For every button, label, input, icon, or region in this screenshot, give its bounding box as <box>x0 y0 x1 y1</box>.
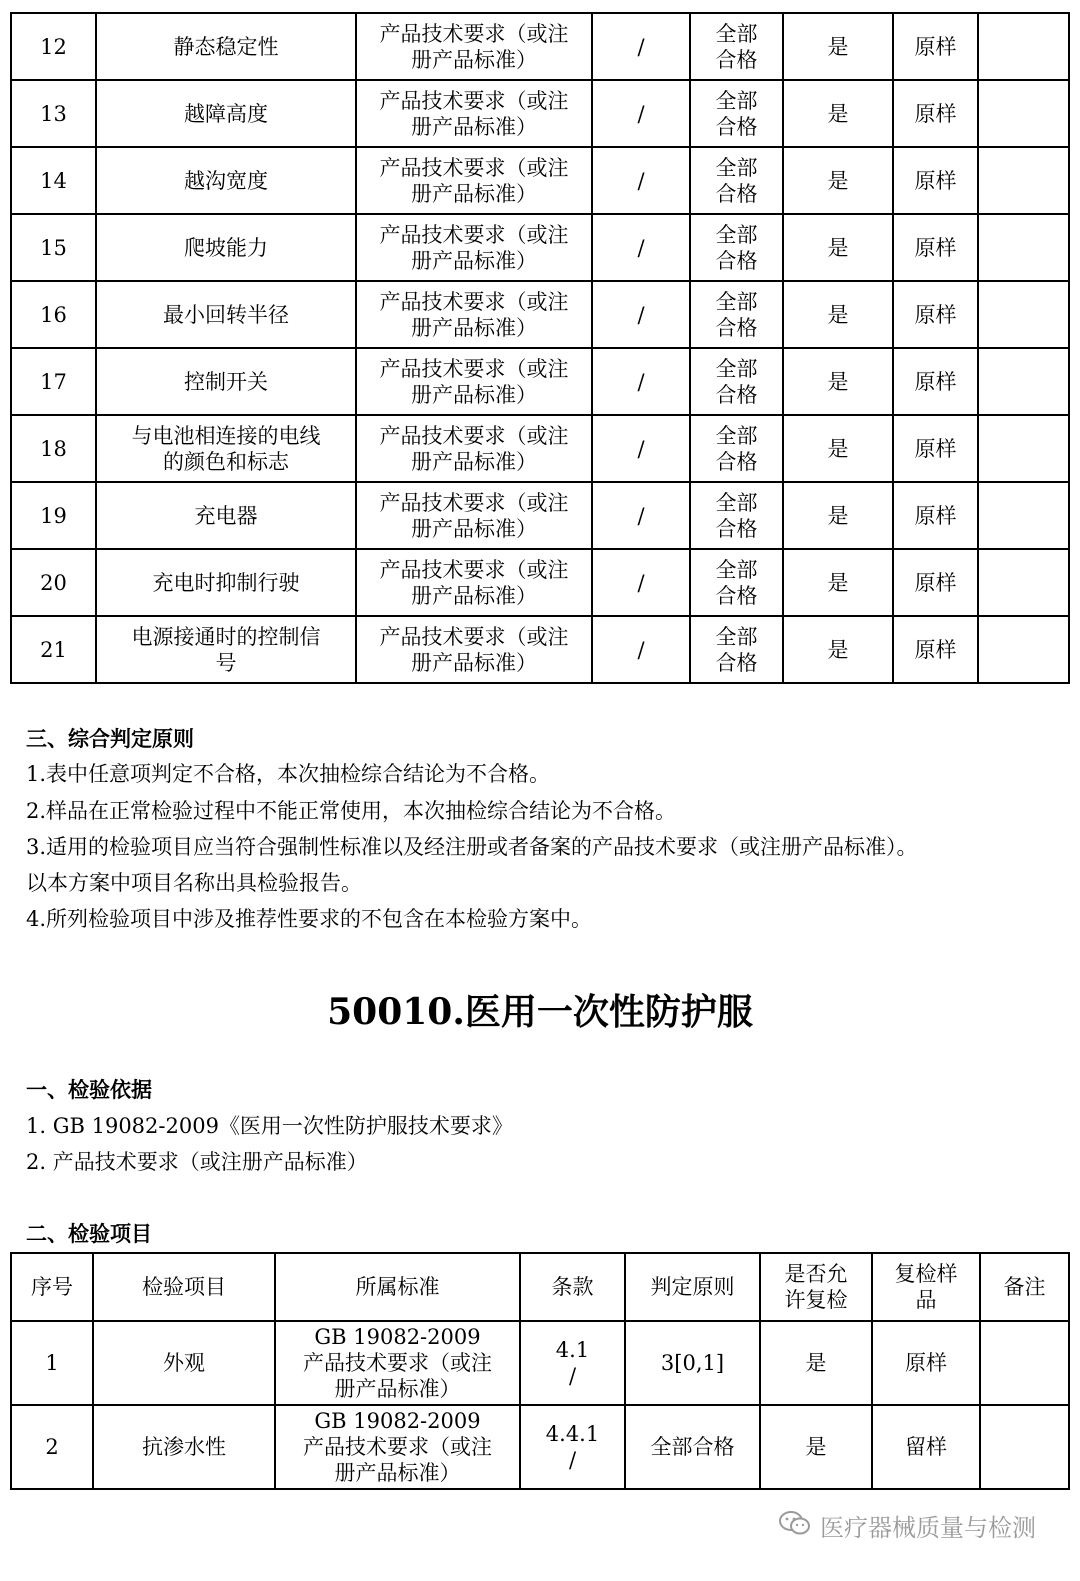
watermark-text: 医疗器械质量与检测 <box>820 1514 1036 1542</box>
remark <box>978 281 1069 348</box>
row-number: 15 <box>11 214 96 281</box>
recheck-sample: 原样 <box>893 281 978 348</box>
remark <box>978 549 1069 616</box>
header-rule: 判定原则 <box>625 1253 760 1321</box>
judgement-rule: 全部 合格 <box>690 415 783 482</box>
table-row <box>11 616 1069 683</box>
clause: / <box>592 13 690 80</box>
judgement-rule: 3[0,1] <box>625 1321 760 1405</box>
header-item: 检验项目 <box>93 1253 275 1321</box>
item-name: 越沟宽度 <box>96 147 356 214</box>
recheck-allowed: 是 <box>783 616 893 683</box>
clause: / <box>592 415 690 482</box>
row-number: 13 <box>11 80 96 147</box>
inspection-table-continued <box>10 12 1070 684</box>
recheck-allowed: 是 <box>783 348 893 415</box>
item-name: 最小回转半径 <box>96 281 356 348</box>
standard: 产品技术要求（或注 册产品标准） <box>356 80 592 147</box>
clause: / <box>592 214 690 281</box>
standard: 产品技术要求（或注 册产品标准） <box>356 616 592 683</box>
recheck-sample: 原样 <box>893 13 978 80</box>
judgement-rule: 全部 合格 <box>690 13 783 80</box>
recheck-sample: 原样 <box>893 616 978 683</box>
item-name: 越障高度 <box>96 80 356 147</box>
remark <box>978 147 1069 214</box>
table-row <box>11 80 1069 147</box>
recheck-sample: 原样 <box>893 549 978 616</box>
principle-line-2: 2.样品在正常检验过程中不能正常使用，本次抽检综合结论为不合格。 <box>26 799 677 823</box>
clause: 4.1 / <box>520 1321 625 1405</box>
clause: / <box>592 616 690 683</box>
clause: / <box>592 482 690 549</box>
row-number: 14 <box>11 147 96 214</box>
recheck-sample: 原样 <box>893 147 978 214</box>
standard: GB 19082-2009 产品技术要求（或注 册产品标准） <box>275 1321 520 1405</box>
header-clause: 条款 <box>520 1253 625 1321</box>
row-number: 12 <box>11 13 96 80</box>
wechat-icon <box>778 1510 812 1542</box>
row-number: 19 <box>11 482 96 549</box>
table-row <box>11 281 1069 348</box>
recheck-allowed: 是 <box>783 214 893 281</box>
item-name: 充电器 <box>96 482 356 549</box>
basis-line-1: 1. GB 19082-2009《医用一次性防护服技术要求》 <box>26 1114 513 1138</box>
principle-line-1: 1.表中任意项判定不合格，本次抽检综合结论为不合格。 <box>26 762 551 786</box>
remark <box>980 1405 1069 1489</box>
row-number: 2 <box>11 1405 93 1489</box>
table-row <box>11 147 1069 214</box>
recheck-allowed: 是 <box>760 1405 872 1489</box>
standard: 产品技术要求（或注 册产品标准） <box>356 147 592 214</box>
item-name: 与电池相连接的电线 的颜色和标志 <box>96 415 356 482</box>
table-row <box>11 13 1069 80</box>
recheck-sample: 原样 <box>872 1321 980 1405</box>
remark <box>978 482 1069 549</box>
item-name: 静态稳定性 <box>96 13 356 80</box>
recheck-sample: 原样 <box>893 80 978 147</box>
section-1-title: 一、检验依据 <box>26 1077 152 1102</box>
section-2-title: 二、检验项目 <box>26 1221 152 1246</box>
remark <box>978 13 1069 80</box>
clause: 4.4.1 / <box>520 1405 625 1489</box>
table-row <box>11 415 1069 482</box>
remark <box>978 348 1069 415</box>
remark <box>980 1321 1069 1405</box>
recheck-sample: 留样 <box>872 1405 980 1489</box>
remark <box>978 214 1069 281</box>
recheck-allowed: 是 <box>783 13 893 80</box>
judgement-rule: 全部 合格 <box>690 80 783 147</box>
standard: 产品技术要求（或注 册产品标准） <box>356 214 592 281</box>
row-number: 1 <box>11 1321 93 1405</box>
inspection-items-table <box>10 1252 1070 1490</box>
recheck-allowed: 是 <box>783 482 893 549</box>
item-name: 爬坡能力 <box>96 214 356 281</box>
judgement-rule: 全部 合格 <box>690 214 783 281</box>
standard: 产品技术要求（或注 册产品标准） <box>356 549 592 616</box>
recheck-sample: 原样 <box>893 348 978 415</box>
section-3-title: 三、综合判定原则 <box>26 726 194 751</box>
table-row <box>11 214 1069 281</box>
item-name: 充电时抑制行驶 <box>96 549 356 616</box>
standard: 产品技术要求（或注 册产品标准） <box>356 415 592 482</box>
judgement-rule: 全部合格 <box>625 1405 760 1489</box>
header-sample: 复检样 品 <box>872 1253 980 1321</box>
recheck-allowed: 是 <box>783 80 893 147</box>
remark <box>978 415 1069 482</box>
judgement-rule: 全部 合格 <box>690 147 783 214</box>
recheck-allowed: 是 <box>783 415 893 482</box>
standard: 产品技术要求（或注 册产品标准） <box>356 348 592 415</box>
item-name: 外观 <box>93 1321 275 1405</box>
clause: / <box>592 147 690 214</box>
standard: 产品技术要求（或注 册产品标准） <box>356 281 592 348</box>
judgement-rule: 全部 合格 <box>690 616 783 683</box>
principle-line-3: 3.适用的检验项目应当符合强制性标准以及经注册或者备案的产品技术要求（或注册产品标准）。 <box>26 835 918 859</box>
principle-line-5: 4.所列检验项目中涉及推荐性要求的不包含在本检验方案中。 <box>26 907 593 931</box>
remark <box>978 616 1069 683</box>
recheck-sample: 原样 <box>893 482 978 549</box>
item-name: 抗渗水性 <box>93 1405 275 1489</box>
principle-line-4: 以本方案中项目名称出具检验报告。 <box>26 871 362 895</box>
table-row <box>11 348 1069 415</box>
row-number: 20 <box>11 549 96 616</box>
clause: / <box>592 549 690 616</box>
document-title: 50010.医用一次性防护服 <box>327 991 753 1033</box>
recheck-allowed: 是 <box>783 281 893 348</box>
header-note: 备注 <box>980 1253 1069 1321</box>
clause: / <box>592 80 690 147</box>
watermark <box>778 1508 1036 1543</box>
recheck-sample: 原样 <box>893 415 978 482</box>
remark <box>978 80 1069 147</box>
clause: / <box>592 281 690 348</box>
item-name: 电源接通时的控制信 号 <box>96 616 356 683</box>
header-no: 序号 <box>11 1253 93 1321</box>
judgement-rule: 全部 合格 <box>690 482 783 549</box>
standard: GB 19082-2009 产品技术要求（或注 册产品标准） <box>275 1405 520 1489</box>
item-name: 控制开关 <box>96 348 356 415</box>
recheck-allowed: 是 <box>783 549 893 616</box>
recheck-allowed: 是 <box>760 1321 872 1405</box>
table-header-row <box>11 1253 1069 1321</box>
basis-line-2: 2. 产品技术要求（或注册产品标准） <box>26 1150 368 1174</box>
table-row <box>11 1405 1069 1489</box>
table-row <box>11 1321 1069 1405</box>
row-number: 17 <box>11 348 96 415</box>
table-row <box>11 482 1069 549</box>
clause: / <box>592 348 690 415</box>
recheck-allowed: 是 <box>783 147 893 214</box>
table-row <box>11 549 1069 616</box>
header-recheck: 是否允 许复检 <box>760 1253 872 1321</box>
row-number: 21 <box>11 616 96 683</box>
header-standard: 所属标准 <box>275 1253 520 1321</box>
recheck-sample: 原样 <box>893 214 978 281</box>
standard: 产品技术要求（或注 册产品标准） <box>356 13 592 80</box>
judgement-rule: 全部 合格 <box>690 348 783 415</box>
judgement-rule: 全部 合格 <box>690 281 783 348</box>
row-number: 16 <box>11 281 96 348</box>
row-number: 18 <box>11 415 96 482</box>
standard: 产品技术要求（或注 册产品标准） <box>356 482 592 549</box>
judgement-rule: 全部 合格 <box>690 549 783 616</box>
